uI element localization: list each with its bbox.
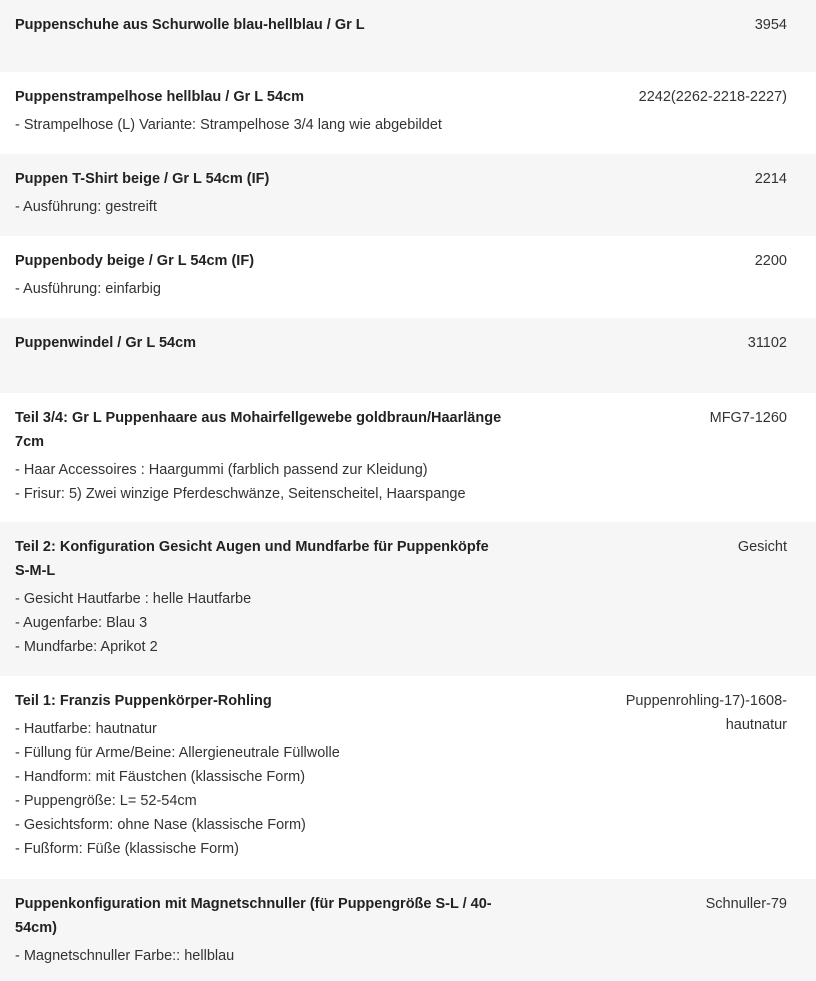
- order-item: [0, 72, 816, 154]
- item-detail: - Handform: mit Fäustchen (klassische Form): [15, 769, 306, 785]
- order-item: [0, 236, 816, 318]
- item-sku-line: hautnatur: [725, 717, 787, 733]
- order-item: [0, 522, 816, 676]
- item-detail: - Hautfarbe: hautnatur: [15, 721, 157, 737]
- item-sku: [710, 406, 787, 430]
- item-info: [15, 535, 505, 659]
- item-details: [15, 944, 505, 968]
- item-detail: - Füllung für Arme/Beine: Allergieneutrale Füllwolle: [15, 745, 340, 761]
- item-details: [15, 587, 505, 659]
- item-details: [15, 113, 505, 137]
- item-info: [15, 167, 505, 219]
- item-sku: [748, 331, 787, 355]
- item-details: [15, 195, 505, 219]
- item-title: Puppenwindel / Gr L 54cm: [15, 335, 197, 351]
- item-sku: [755, 13, 787, 37]
- item-detail: - Mundfarbe: Aprikot 2: [15, 639, 158, 655]
- item-detail: - Gesichtsform: ohne Nase (klassische Form): [15, 817, 306, 833]
- item-info: [15, 331, 505, 355]
- item-info: [15, 892, 505, 968]
- order-item: [0, 318, 816, 393]
- item-details: [15, 277, 505, 301]
- item-title: Puppen T-Shirt beige / Gr L 54cm (IF): [15, 171, 270, 187]
- item-sku-line: MFG7-1260: [709, 410, 787, 426]
- item-title: Puppenkonfiguration mit Magnetschnuller (für Puppengröße S-L / 40-54cm): [15, 896, 492, 936]
- item-title: Teil 2: Konfiguration Gesicht Augen und Mundfarbe für Puppenköpfe S-M-L: [15, 539, 489, 579]
- item-info: [15, 13, 505, 37]
- item-info: [15, 689, 505, 861]
- item-detail: - Magnetschnuller Farbe:: hellblau: [15, 948, 235, 964]
- item-detail: - Ausführung: einfarbig: [15, 281, 161, 297]
- item-sku: [738, 535, 787, 559]
- item-detail: - Haar Accessoires : Haargummi (farblich passend zur Kleidung): [15, 462, 428, 478]
- order-item: [0, 393, 816, 522]
- order-item: [0, 676, 816, 879]
- item-sku: [639, 85, 787, 109]
- item-sku: [755, 167, 787, 191]
- item-info: [15, 85, 505, 137]
- item-sku-line: Gesicht: [737, 539, 787, 555]
- order-item: [0, 0, 816, 72]
- item-sku-line: 2214: [754, 171, 787, 187]
- item-detail: - Gesicht Hautfarbe : helle Hautfarbe: [15, 591, 252, 607]
- item-sku: [755, 249, 787, 273]
- item-detail: - Fußform: Füße (klassische Form): [15, 841, 239, 857]
- item-sku-line: Schnuller-79: [705, 896, 787, 912]
- item-detail: - Frisur: 5) Zwei winzige Pferdeschwänze, Seitenscheitel, Haarspange: [15, 486, 466, 502]
- item-sku: [706, 892, 787, 916]
- item-detail: - Augenfarbe: Blau 3: [15, 615, 148, 631]
- item-sku-line: 3954: [754, 17, 787, 33]
- item-title: Puppenschuhe aus Schurwolle blau-hellblau / Gr L: [15, 17, 365, 33]
- item-details: [15, 717, 505, 861]
- item-detail: - Puppengröße: L= 52-54cm: [15, 793, 197, 809]
- item-title: Teil 1: Franzis Puppenkörper-Rohling: [15, 693, 272, 709]
- item-details: [15, 458, 505, 506]
- item-detail: - Ausführung: gestreift: [15, 199, 157, 215]
- item-info: [15, 249, 505, 301]
- item-sku-line: 2242(2262-2218-2227): [638, 89, 787, 105]
- item-detail: - Strampelhose (L) Variante: Strampelhose 3/4 lang wie abgebildet: [15, 117, 442, 133]
- item-title: Teil 3/4: Gr L Puppenhaare aus Mohairfellgewebe goldbraun/Haarlänge 7cm: [15, 410, 502, 450]
- item-sku-line: 2200: [754, 253, 787, 269]
- item-sku-line: 31102: [747, 335, 787, 351]
- item-title: Puppenstrampelhose hellblau / Gr L 54cm: [15, 89, 305, 105]
- item-title: Puppenbody beige / Gr L 54cm (IF): [15, 253, 255, 269]
- item-info: [15, 406, 505, 506]
- item-sku: [626, 689, 787, 737]
- order-item: [0, 154, 816, 236]
- item-sku-line: Puppenrohling-17)-1608-: [625, 693, 787, 709]
- order-item: [0, 879, 816, 981]
